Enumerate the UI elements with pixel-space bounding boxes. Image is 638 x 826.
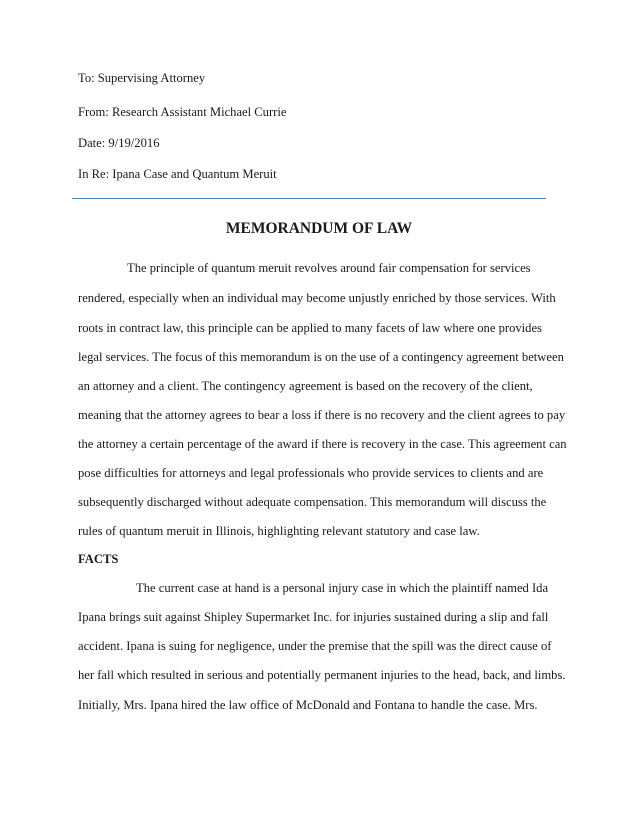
intro-line: rules of quantum meruit in Illinois, highlighting relevant statutory and case law. <box>78 524 480 538</box>
intro-line: rendered, especially when an individual may become unjustly enriched by those services. With <box>78 291 556 305</box>
facts-line: Initially, Mrs. Ipana hired the law office of McDonald and Fontana to handle the case. Mrs. <box>78 698 538 712</box>
intro-line: roots in contract law, this principle can be applied to many facets of law where one provides <box>78 321 542 335</box>
intro-line: subsequently discharged without adequate compensation. This memorandum will discuss the <box>78 495 547 509</box>
memo-to: To: Supervising Attorney <box>78 71 206 85</box>
facts-line: her fall which resulted in serious and potentially permanent injuries to the head, back, and limbs. <box>78 668 566 682</box>
intro-line: legal services. The focus of this memorandum is on the use of a contingency agreement between <box>78 350 564 364</box>
memo-re: In Re: Ipana Case and Quantum Meruit <box>78 167 277 181</box>
intro-line: an attorney and a client. The contingency agreement is based on the recovery of the client, <box>78 379 533 393</box>
facts-line: accident. Ipana is suing for negligence, under the premise that the spill was the direct cause of <box>78 639 552 653</box>
memo-date: Date: 9/19/2016 <box>78 136 160 150</box>
intro-line: the attorney a certain percentage of the award if there is recovery in the case. This agreement can <box>78 437 567 451</box>
memo-title: MEMORANDUM OF LAW <box>225 220 413 237</box>
facts-line: The current case at hand is a personal injury case in which the plaintiff named Ida <box>136 581 549 595</box>
facts-line: Ipana brings suit against Shipley Supermarket Inc. for injuries sustained during a slip and fall <box>78 610 549 624</box>
memo-from: From: Research Assistant Michael Currie <box>78 105 287 119</box>
header-divider <box>72 198 546 199</box>
facts-heading: FACTS <box>78 552 119 566</box>
intro-line: meaning that the attorney agrees to bear a loss if there is no recovery and the client agrees to pay <box>78 408 566 422</box>
intro-line: The principle of quantum meruit revolves around fair compensation for services <box>127 261 531 275</box>
intro-line: pose difficulties for attorneys and legal professionals who provide services to clients and are <box>78 466 544 480</box>
